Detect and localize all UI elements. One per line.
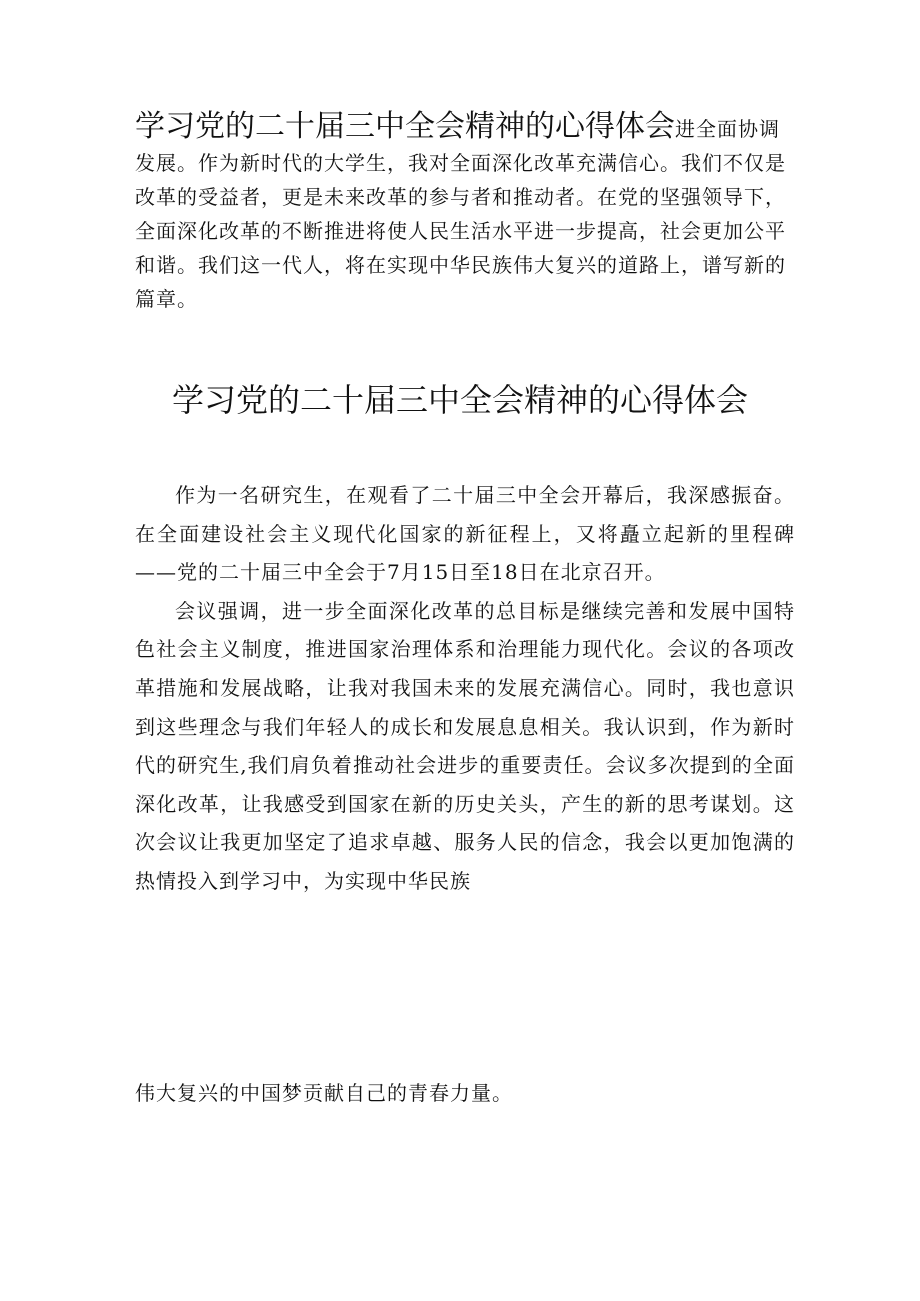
section-body <box>135 476 795 901</box>
continuation-text: 进全面协调发展。作为新时代的大学生，我对全面深化改革充满信心。我们不仅是改革的受益者，更是未来改革的参与者和推动者。在党的坚强领导下，全面深化改革的不断推进将使人民生活水平进一步提高，社会更加公平和谐。我们这一代人，将在实现中华民族伟大复兴的道路上，谱写新的篇章。 <box>135 117 786 311</box>
paragraph-2: 会议强调，进一步全面深化改革的总目标是继续完善和发展中国特色社会主义制度，推进国家治理体系和治理能力现代化。会议的各项改革措施和发展战略，让我对我国未来的发展充满信心。同时，我也意识到这些理念与我们年轻人的成长和发展息息相关。我认识到，作为新时代的研究生,我们肩负着推动社会进步的重要责任。会议多次提到的全面深化改革，让我感受到国家在新的历史关头，产生的新的思考谋划。这次会议让我更加坚定了追求卓越、服务人民的信念，我会以更加饱满的热情投入到学习中，为实现中华民族 <box>135 598 795 893</box>
paragraph-1: 作为一名研究生，在观看了二十届三中全会开幕后，我深感振奋。在全面建设社会主义现代化国家的新征程上，又将矗立起新的里程碑——党的二十届三中全会于7月15日至18日在北京召开。 <box>135 483 795 585</box>
inline-title: 学习党的二十届三中全会精神的心得体会 <box>135 109 675 144</box>
section-title: 学习党的二十届三中全会精神的心得体会 <box>171 381 748 419</box>
paragraph-tail: 伟大复兴的中国梦贡献自己的青春力量。 <box>135 1081 513 1105</box>
previous-section-continuation <box>135 110 795 316</box>
